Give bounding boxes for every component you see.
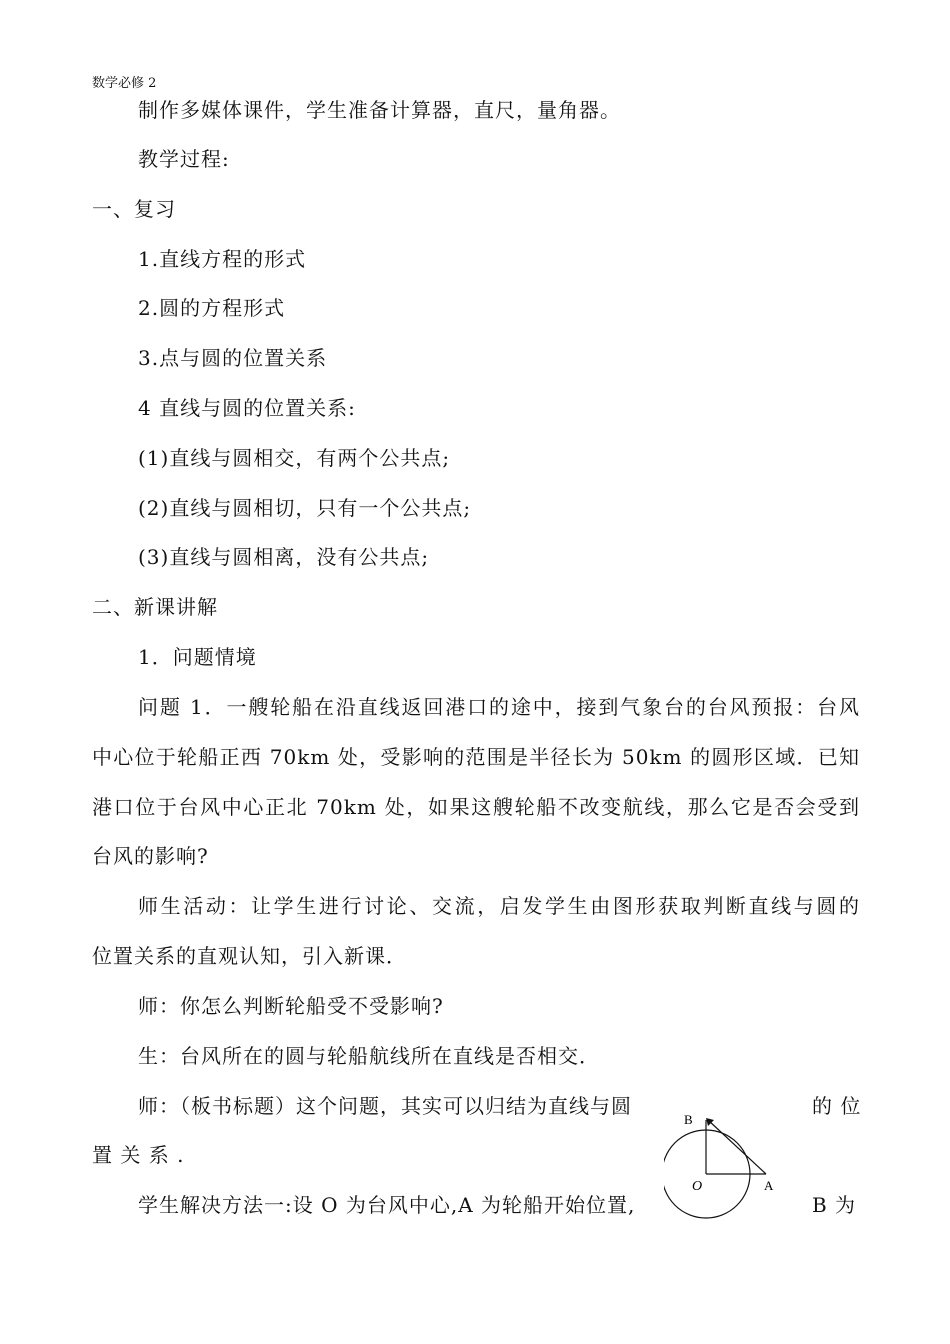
prep-line: 制作多媒体课件，学生准备计算器，直尺，量角器。: [138, 98, 621, 122]
review-item: 4 直线与圆的位置关系:: [138, 396, 356, 420]
activity-line: 位置关系的直观认知，引入新课．: [92, 944, 407, 968]
student-answer: 生：台风所在的圆与轮船航线所在直线是否相交．: [138, 1044, 600, 1068]
teacher-title-line: 师：（板书标题）这个问题，其实可以归结为直线与圆: [138, 1094, 632, 1118]
review-item: (3)直线与圆相离，没有公共点;: [138, 545, 430, 569]
review-item: 2.圆的方程形式: [138, 296, 286, 320]
teacher-title-continuation: 置 关 系 .: [92, 1143, 185, 1167]
section-review-heading: 一、复习: [92, 197, 176, 221]
problem-line: 问题 1．一艘轮船在沿直线返回港口的途中，接到气象台的台风预报：台风: [138, 695, 860, 719]
label-b: B: [684, 1112, 693, 1127]
review-item: (2)直线与圆相切，只有一个公共点;: [138, 496, 472, 520]
subheading-problem-context: 1．问题情境: [138, 645, 257, 669]
method-one-line: 学生解决方法一:设 O 为台风中心,A 为轮船开始位置,: [138, 1193, 636, 1217]
ship-course-line: [708, 1120, 766, 1174]
method-one-tail: B 为: [812, 1193, 857, 1217]
review-item: 1.直线方程的形式: [138, 247, 307, 271]
running-header: 数学必修 2: [92, 76, 157, 91]
teacher-title-tail: 的 位: [812, 1094, 862, 1118]
problem-line: 中心位于轮船正西 70km 处，受影响的范围是半径长为 50km 的圆形区域．已知: [92, 745, 860, 769]
teacher-question: 师：你怎么判断轮船受不受影响?: [138, 994, 444, 1018]
label-a: A: [764, 1178, 774, 1193]
review-item: 3.点与圆的位置关系: [138, 346, 328, 370]
typhoon-circle-diagram: [664, 1106, 794, 1224]
problem-line: 港口位于台风中心正北 70km 处，如果这艘轮船不改变航线，那么它是否会受到: [92, 795, 860, 819]
problem-line: 台风的影响?: [92, 844, 209, 868]
activity-line: 师生活动：让学生进行讨论、交流，启发学生由图形获取判断直线与圆的: [138, 894, 860, 918]
process-heading: 教学过程:: [138, 147, 230, 171]
section-new-lesson-heading: 二、新课讲解: [92, 595, 218, 619]
label-o: O: [692, 1179, 703, 1194]
review-item: (1)直线与圆相交，有两个公共点;: [138, 446, 451, 470]
